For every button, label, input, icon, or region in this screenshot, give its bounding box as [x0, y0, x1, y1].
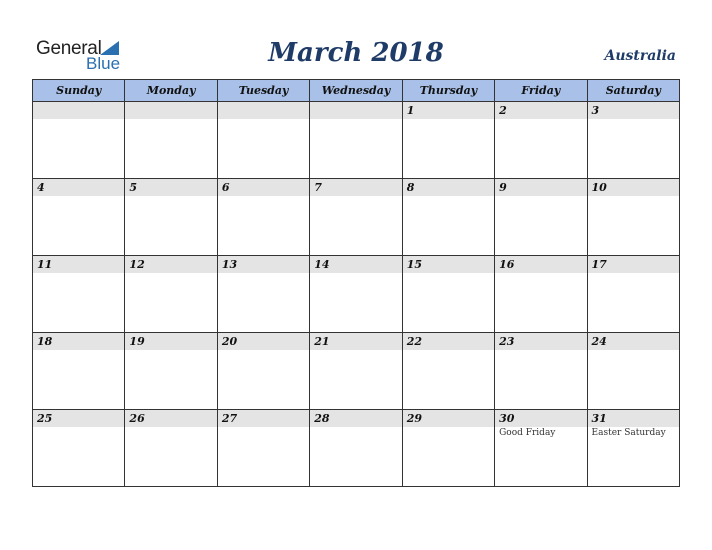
country-label: Australia — [604, 48, 676, 64]
weekday-header: Sunday — [33, 80, 125, 102]
day-number: 19 — [125, 333, 216, 350]
day-number: 8 — [403, 179, 494, 196]
day-cell — [402, 179, 494, 256]
holiday-label: Easter Saturday — [591, 428, 666, 438]
day-number: 11 — [33, 256, 124, 273]
calendar-title: March 2018 — [268, 38, 444, 68]
week-row — [33, 410, 680, 487]
day-number: 25 — [33, 410, 124, 427]
week-row — [33, 179, 680, 256]
day-number: 23 — [495, 333, 586, 350]
day-cell — [217, 179, 309, 256]
logo-blue-text: Blue — [86, 54, 121, 73]
day-cell — [125, 179, 217, 256]
week-row — [33, 333, 680, 410]
day-number — [310, 102, 401, 119]
day-number: 30 — [495, 410, 586, 427]
day-cell — [310, 410, 402, 487]
day-number: 1 — [403, 102, 494, 119]
logo-general-text: General — [36, 38, 102, 59]
day-cell — [33, 410, 125, 487]
day-number: 27 — [218, 410, 309, 427]
day-number: 28 — [310, 410, 401, 427]
day-cell — [402, 333, 494, 410]
week-row — [33, 102, 680, 179]
day-cell — [587, 256, 679, 333]
day-cell — [495, 102, 587, 179]
day-number: 10 — [588, 179, 679, 196]
day-cell — [402, 256, 494, 333]
day-number: 13 — [218, 256, 309, 273]
weekday-header-row — [33, 80, 680, 102]
day-cell — [495, 333, 587, 410]
day-cell — [310, 333, 402, 410]
day-number: 7 — [310, 179, 401, 196]
day-number: 3 — [588, 102, 679, 119]
day-cell — [217, 256, 309, 333]
day-cell — [125, 102, 217, 179]
weekday-header: Tuesday — [217, 80, 309, 102]
day-cell — [587, 179, 679, 256]
day-number — [125, 102, 216, 119]
day-number: 17 — [588, 256, 679, 273]
day-number: 31 — [588, 410, 679, 427]
day-cell — [495, 179, 587, 256]
weekday-header: Friday — [495, 80, 587, 102]
weekday-header: Monday — [125, 80, 217, 102]
day-number: 16 — [495, 256, 586, 273]
weekday-header: Saturday — [587, 80, 679, 102]
day-number: 21 — [310, 333, 401, 350]
day-number: 22 — [403, 333, 494, 350]
day-cell — [402, 102, 494, 179]
day-cell — [217, 410, 309, 487]
day-cell — [587, 102, 679, 179]
day-number: 24 — [588, 333, 679, 350]
day-cell — [310, 256, 402, 333]
day-cell — [125, 256, 217, 333]
day-number: 9 — [495, 179, 586, 196]
day-number: 29 — [403, 410, 494, 427]
day-number: 14 — [310, 256, 401, 273]
day-cell — [33, 333, 125, 410]
day-cell — [125, 410, 217, 487]
day-number: 15 — [403, 256, 494, 273]
weekday-header: Thursday — [402, 80, 494, 102]
day-cell — [33, 256, 125, 333]
day-cell — [495, 256, 587, 333]
day-number: 18 — [33, 333, 124, 350]
day-cell — [310, 102, 402, 179]
week-row — [33, 256, 680, 333]
day-number: 20 — [218, 333, 309, 350]
day-cell — [587, 333, 679, 410]
day-number: 2 — [495, 102, 586, 119]
day-cell — [33, 102, 125, 179]
month-calendar — [32, 79, 680, 487]
day-cell — [217, 102, 309, 179]
day-cell — [310, 179, 402, 256]
day-number — [33, 102, 124, 119]
day-number: 5 — [125, 179, 216, 196]
day-cell — [125, 333, 217, 410]
day-number: 4 — [33, 179, 124, 196]
holiday-label: Good Friday — [499, 428, 556, 438]
weekday-header: Wednesday — [310, 80, 402, 102]
day-number: 6 — [218, 179, 309, 196]
day-cell — [402, 410, 494, 487]
day-cell — [33, 179, 125, 256]
day-number: 12 — [125, 256, 216, 273]
day-cell — [217, 333, 309, 410]
day-number: 26 — [125, 410, 216, 427]
day-number — [218, 102, 309, 119]
day-cell — [587, 410, 679, 487]
day-cell — [495, 410, 587, 487]
